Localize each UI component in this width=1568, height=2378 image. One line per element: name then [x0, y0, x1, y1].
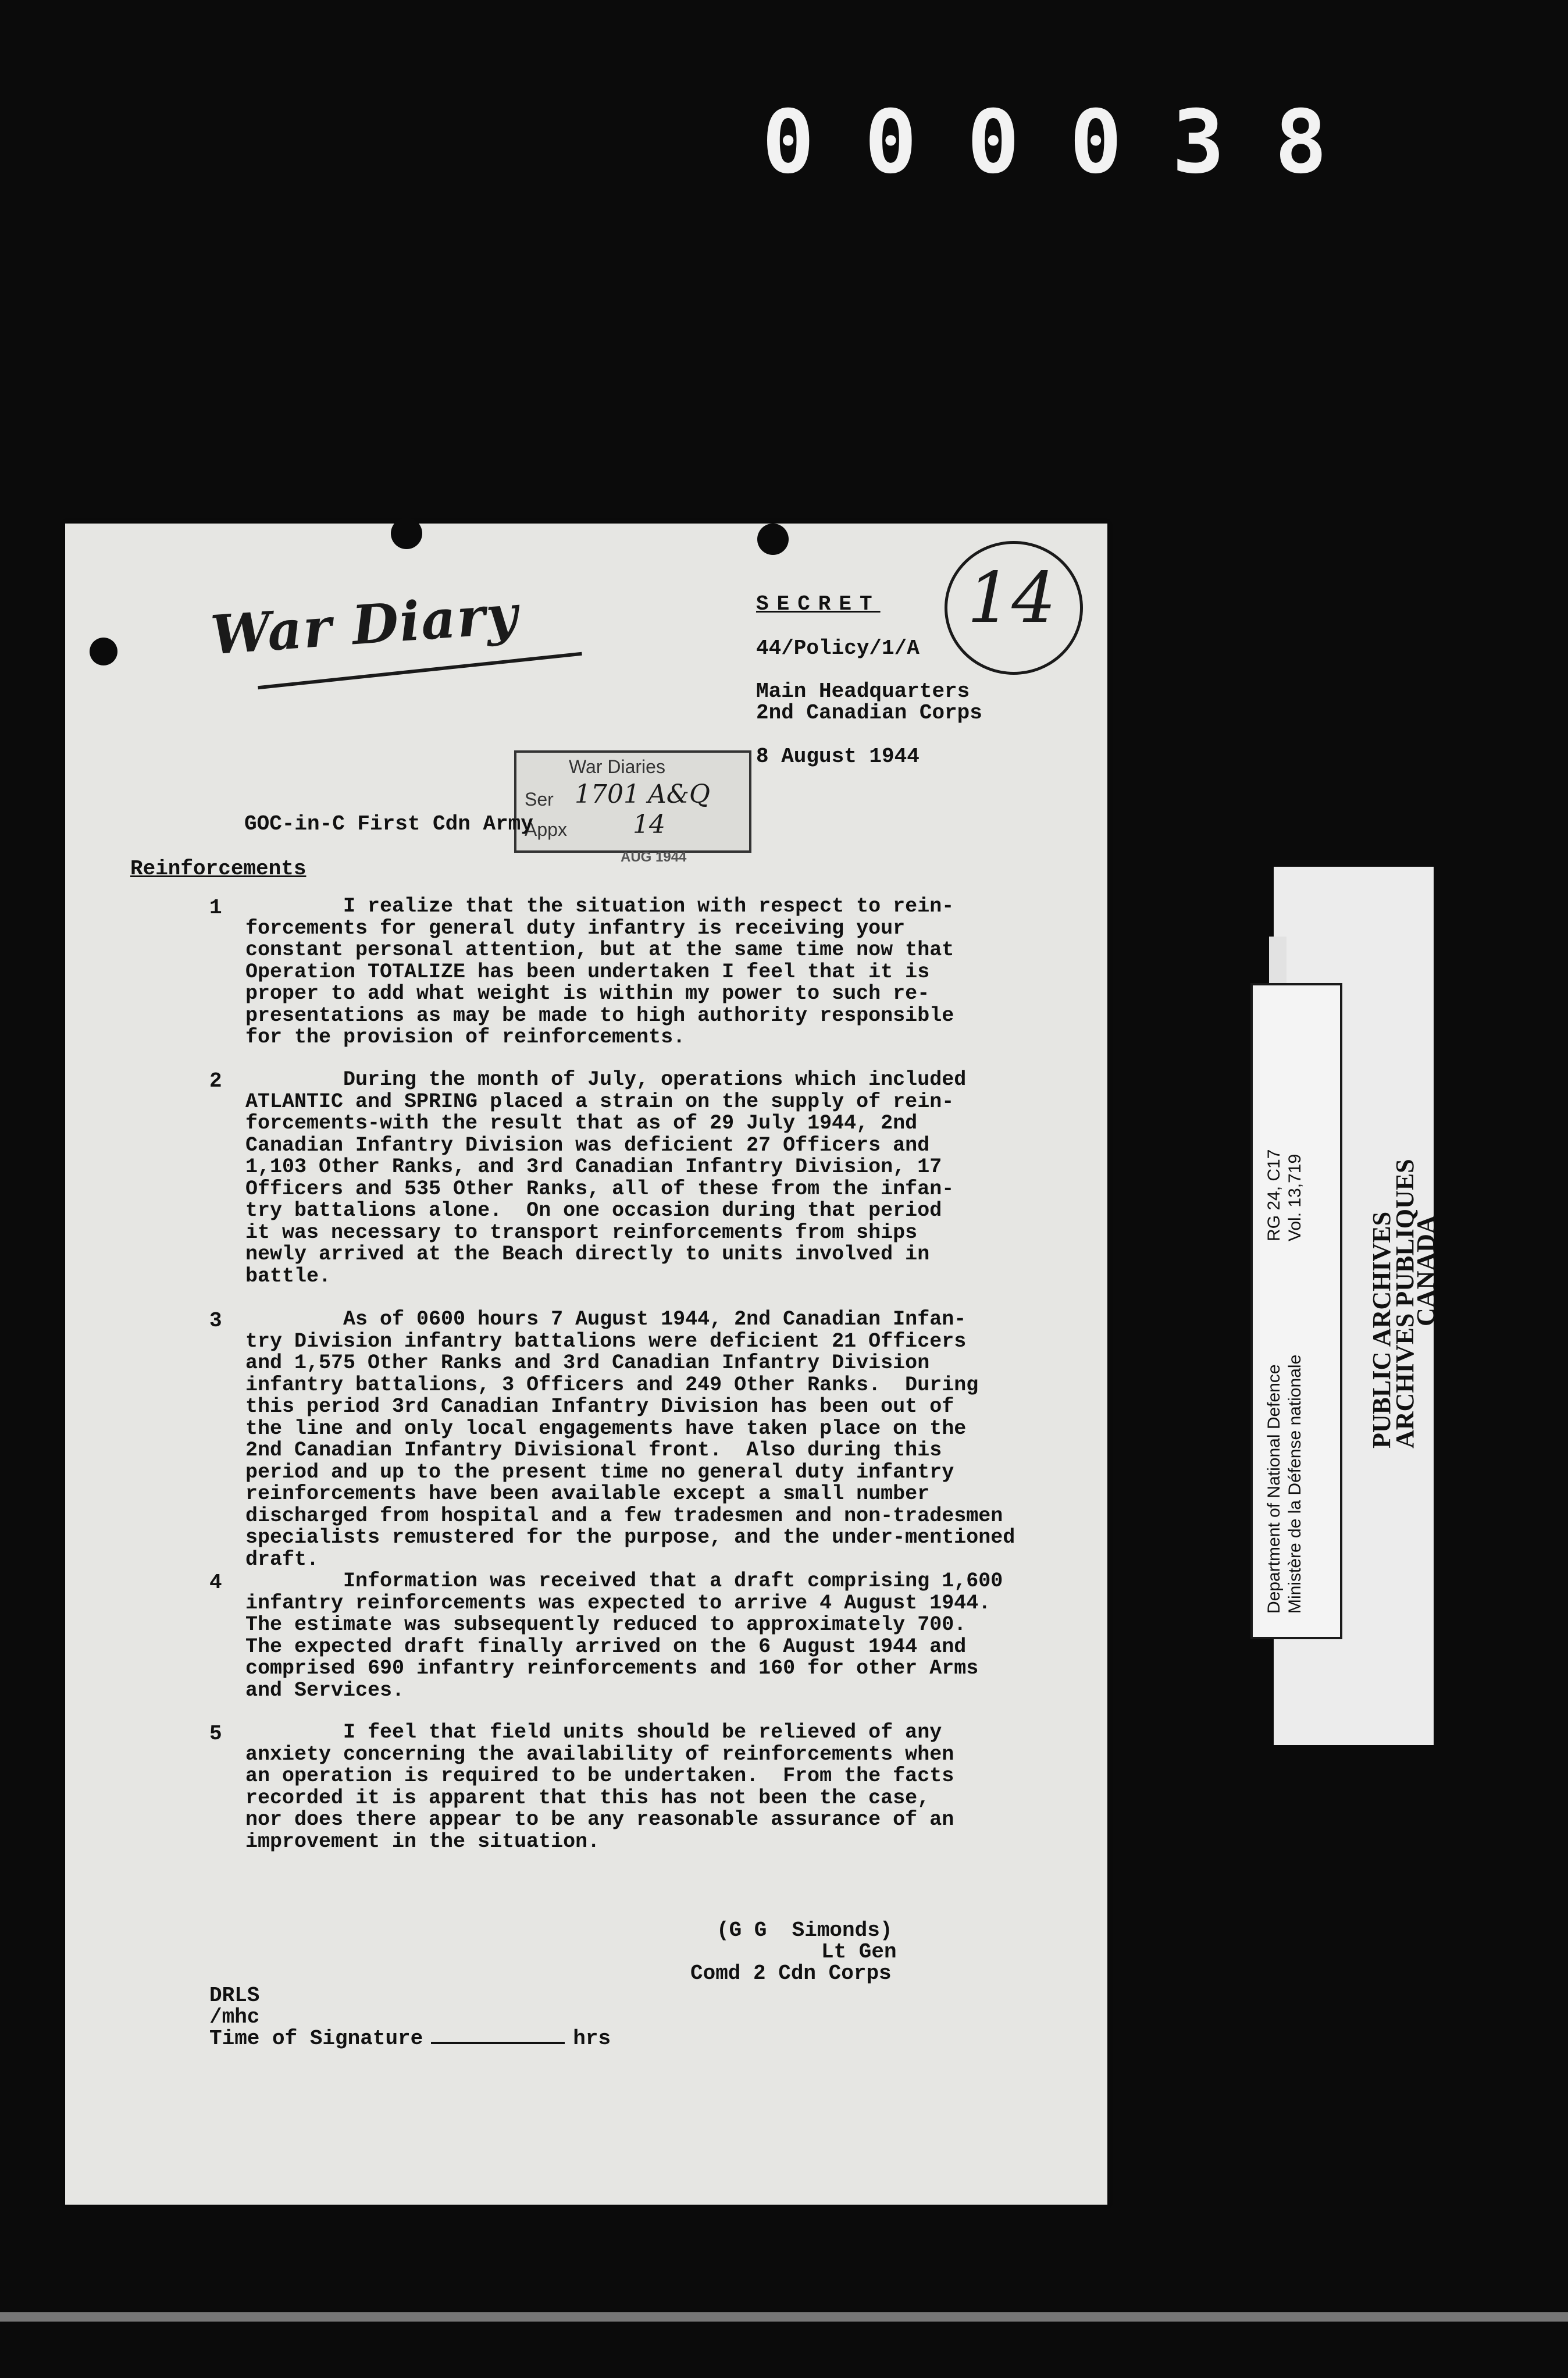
paragraph-1: I realize that the situation with respect to rein- forcements for general duty infantry is receiving your constant personal attention, but at the same time now that Operation TOTALIZE has been undertaken I feel that it is proper to add what weight is within my power to such re- presentations as may be made to high authority responsible for the provision of reinforcements. [245, 895, 954, 1049]
paragraph-5: I feel that field units should be relieved of any anxiety concerning the availability of reinforcements when an operation is required to be undertaken. From the facts recorded it is apparent that this has not been the case, nor does there appear to be any reasonable assurance of an improvement in the situation. [245, 1721, 954, 1853]
circled-number-text: 14 [967, 558, 1056, 639]
time-of-signature-label: Time of Signature [209, 2027, 423, 2051]
archive-vol: Vol. 13,719 [1285, 1154, 1305, 1241]
addressee: GOC-in-C First Cdn Army [244, 812, 533, 836]
stamp-date: AUG 1944 [621, 849, 687, 865]
classification: SECRET [756, 592, 881, 616]
frame-number: 000038 [762, 92, 1377, 193]
hq-line-2: 2nd Canadian Corps [756, 701, 982, 725]
archive-rg: RG 24, C17 [1264, 1149, 1284, 1241]
stamp-appx-value: 14 [633, 810, 665, 839]
archive-dept-fr: Ministère de la Défense nationale [1285, 1354, 1305, 1614]
archive-name-en: PUBLIC ARCHIVES [1367, 1211, 1396, 1448]
archive-reference-label [1250, 983, 1342, 1639]
paragraph-number: 1 [209, 896, 222, 920]
archive-name-fr: ARCHIVES PUBLIQUES [1391, 1159, 1419, 1448]
war-diaries-stamp [514, 750, 751, 853]
punch-hole [391, 518, 422, 549]
paragraph-2: During the month of July, operations which included ATLANTIC and SPRING placed a strain on the supply of rein- forcements-with the result that as of 29 July 1944, 2nd Canadian Infantry Division was deficient 27 Officers and 1,103 Other Ranks, and 3rd Canadian Infantry Division, 17 Officers and 535 Other Ranks, all of these from the infan- try battalions alone. On one occasion during that period it was necessary to transport reinforcements from ships newly arrived at the Beach directly to units involved in battle. [245, 1068, 967, 1288]
paragraph-number: 4 [209, 1571, 222, 1594]
punch-hole [90, 638, 117, 665]
dispatch-method: DRLS [209, 1984, 260, 2007]
signature-rank: Lt Gen [821, 1940, 897, 1964]
archive-dept-en: Department of National Defence [1264, 1364, 1284, 1614]
handwritten-title: War Diary [208, 582, 521, 667]
paragraph-number: 2 [209, 1069, 222, 1093]
paragraph-3: As of 0600 hours 7 August 1944, 2nd Canadian Infan- try Division infantry battalions were deficient 21 Officers and 1,575 Other Ranks and 3rd Canadian Infantry Division infantry battalions, 3 Officers and 249 Other Ranks. During this period 3rd Canadian Infantry Division has been out of the line and only local engagements have taken place on the 2nd Canadian Infantry Divisional front. Also during this period and up to the present time no general duty infantry reinforcements have been available except a small number discharged from hospital and a few tradesmen and non-tradesmen specialists remustered for the purpose, and the under-mentioned draft. [245, 1308, 1015, 1571]
hq-line-1: Main Headquarters [756, 679, 970, 703]
stamp-ser-value: 1701 A&Q [575, 779, 710, 809]
time-unit: hrs [573, 2027, 611, 2051]
stamp-ser-label: Ser [525, 789, 554, 810]
paragraph-4: Information was received that a draft comprising 1,600 infantry reinforcements was expected to arrive 4 August 1944. The estimate was subsequently reduced to approximately 700. The expected draft finally arrived on the 6 August 1944 and comprised 690 infantry reinforcements and 160 for other Arms and Services. [245, 1569, 1003, 1702]
punch-hole [757, 524, 789, 555]
scan-edge [0, 2312, 1568, 2322]
document-page [65, 524, 1107, 2205]
paragraph-number: 5 [209, 1722, 222, 1746]
file-reference: 44/Policy/1/A [756, 636, 920, 660]
stamp-appx-label: Appx [525, 819, 567, 840]
archive-country: CANADA [1412, 1215, 1440, 1326]
typist-initials: /mhc [209, 2005, 260, 2029]
paragraph-number: 3 [209, 1309, 222, 1333]
stamp-title: War Diaries [569, 756, 665, 777]
document-date: 8 August 1944 [756, 745, 920, 768]
subject-heading: Reinforcements [130, 857, 307, 881]
signature-appointment: Comd 2 Cdn Corps [690, 1962, 892, 1985]
time-of-signature [209, 2028, 611, 2049]
time-blank-line [431, 2042, 565, 2044]
signature-name: (G G Simonds) [717, 1918, 893, 1942]
circled-appendix-number [945, 541, 1083, 675]
